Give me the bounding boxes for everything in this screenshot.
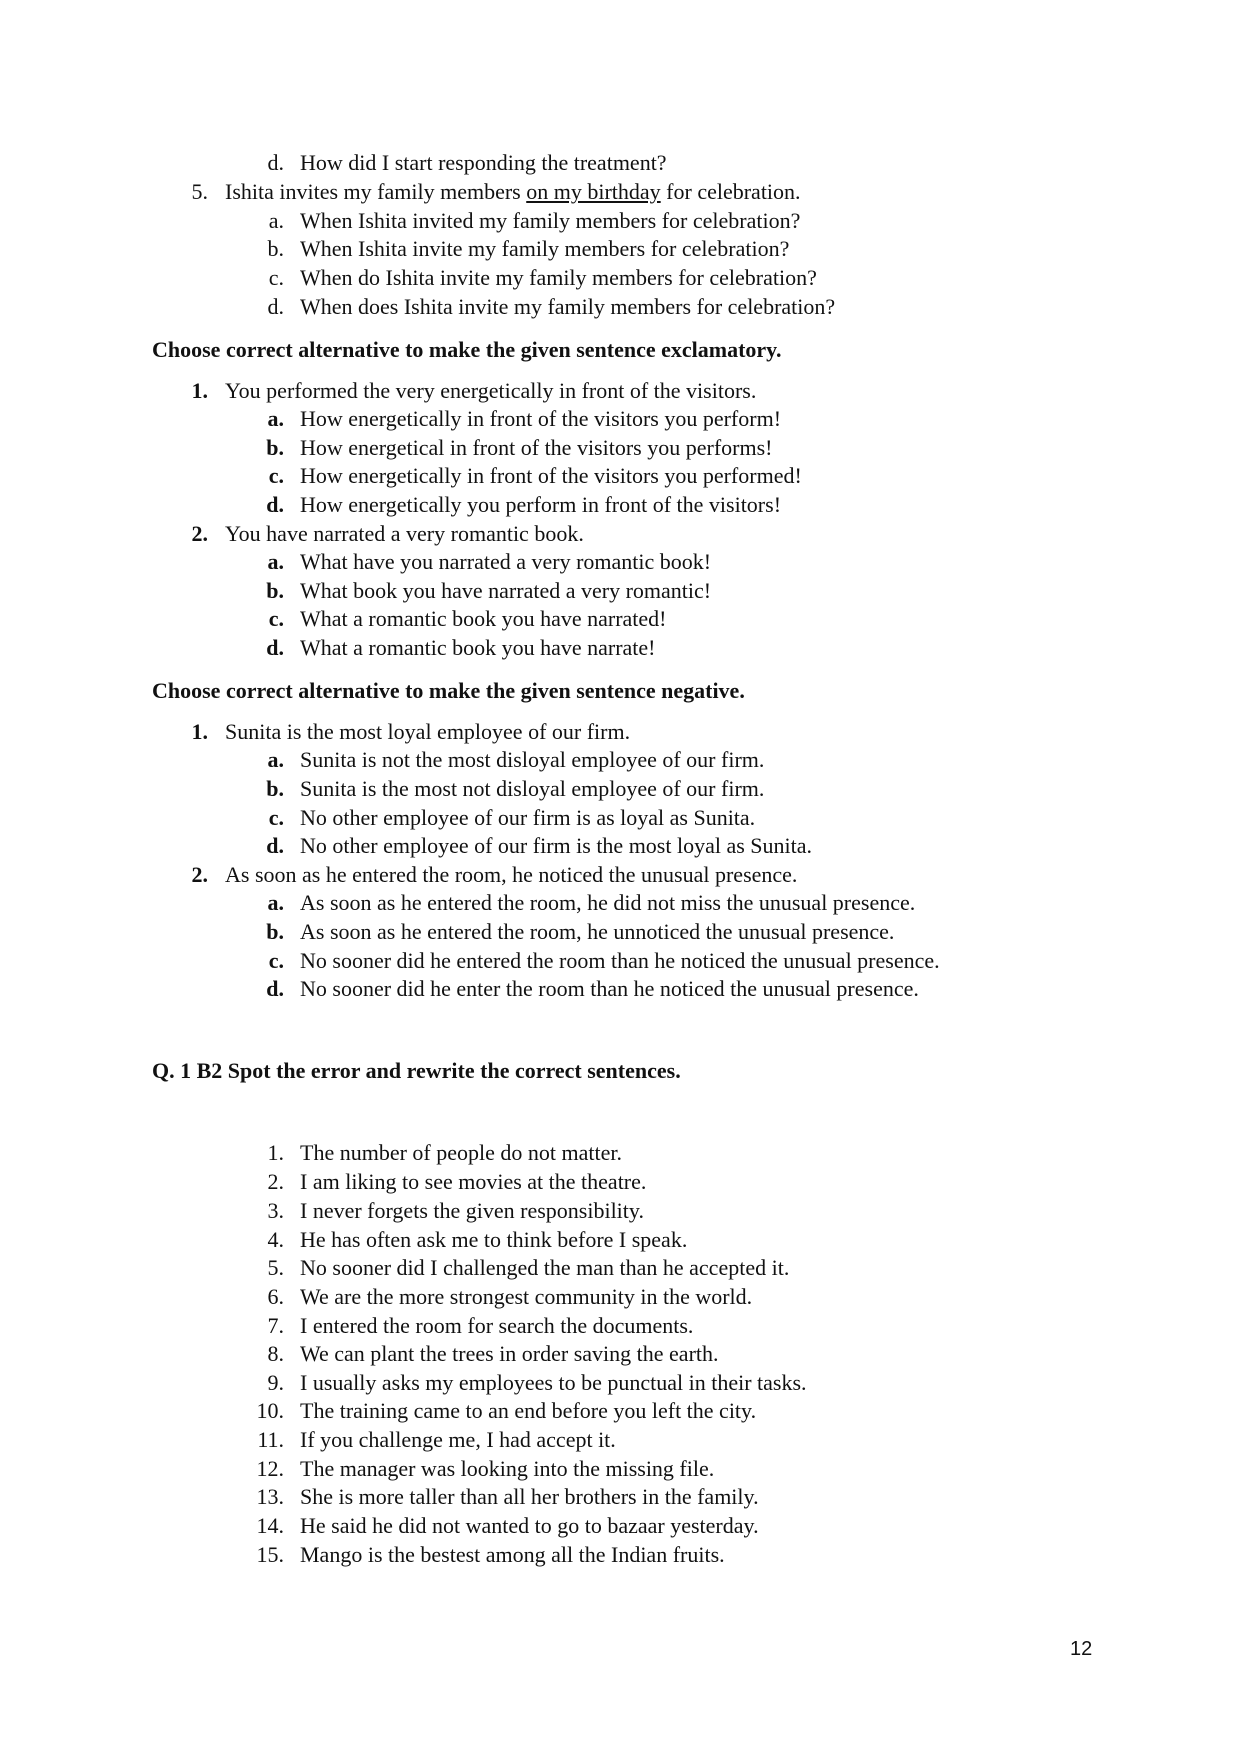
page-number: 12 xyxy=(1070,1638,1093,1660)
item-number: 5. xyxy=(267,1255,284,1280)
option-letter: c. xyxy=(268,463,284,488)
option-text: What have you narrated a very romantic book! xyxy=(300,549,712,574)
option-text: No sooner did he enter the room than he noticed the unusual presence. xyxy=(300,976,919,1001)
item-number: 7. xyxy=(267,1313,284,1338)
option-letter: d. xyxy=(266,833,284,858)
option-text: What book you have narrated a very romantic! xyxy=(300,578,712,603)
option-text: How did I start responding the treatment? xyxy=(300,150,667,175)
item-text: We can plant the trees in order saving the earth. xyxy=(300,1341,719,1366)
question-text xyxy=(225,178,801,206)
option-letter: b. xyxy=(266,578,284,603)
option-text: When does Ishita invite my family members for celebration? xyxy=(300,294,836,319)
question-text-part: for celebration. xyxy=(660,179,801,204)
question-number: 5. xyxy=(191,179,208,204)
item-text: We are the more strongest community in the world. xyxy=(300,1284,753,1309)
item-number: 11. xyxy=(257,1427,284,1452)
option-letter: c. xyxy=(268,805,284,830)
option-letter: d. xyxy=(267,294,284,319)
option-text: How energetically in front of the visitors you perform! xyxy=(300,406,782,431)
item-number: 10. xyxy=(256,1398,284,1423)
option-text: As soon as he entered the room, he did not miss the unusual presence. xyxy=(300,890,916,915)
option-text: How energetically you perform in front of the visitors! xyxy=(300,492,782,517)
option-letter: d. xyxy=(266,635,284,660)
item-number: 2. xyxy=(267,1169,284,1194)
option-letter: c. xyxy=(268,948,284,973)
item-text: I never forgets the given responsibility. xyxy=(300,1198,644,1223)
option-letter: a. xyxy=(267,406,284,431)
item-text: He has often ask me to think before I speak. xyxy=(300,1227,688,1252)
option-letter: c. xyxy=(268,265,284,290)
question-text: As soon as he entered the room, he noticed the unusual presence. xyxy=(225,862,798,887)
question-number: 1. xyxy=(191,378,208,403)
option-text: How energetical in front of the visitors you performs! xyxy=(300,435,773,460)
question-text-part: Ishita invites my family members xyxy=(225,179,527,204)
option-letter: a. xyxy=(267,890,284,915)
item-number: 3. xyxy=(267,1198,284,1223)
question-text: You performed the very energetically in front of the visitors. xyxy=(225,378,757,403)
item-text: I usually asks my employees to be punctual in their tasks. xyxy=(300,1370,807,1395)
section-heading-exclamatory: Choose correct alternative to make the given sentence exclamatory. xyxy=(152,337,782,362)
underlined-phrase: on my birthday xyxy=(526,179,661,204)
option-letter: d. xyxy=(266,492,284,517)
item-text: He said he did not wanted to go to bazaar yesterday. xyxy=(300,1513,759,1538)
item-text: I entered the room for search the documents. xyxy=(300,1313,694,1338)
item-number: 6. xyxy=(267,1284,284,1309)
question-number: 2. xyxy=(191,862,208,887)
item-text: The training came to an end before you left the city. xyxy=(300,1398,757,1423)
option-text: No other employee of our firm is the most loyal as Sunita. xyxy=(300,833,813,858)
option-text: No sooner did he entered the room than he noticed the unusual presence. xyxy=(300,948,940,973)
item-text: The manager was looking into the missing file. xyxy=(300,1456,715,1481)
item-text: She is more taller than all her brothers in the family. xyxy=(300,1484,759,1509)
question-number: 2. xyxy=(191,521,208,546)
option-letter: b. xyxy=(266,919,284,944)
item-text: If you challenge me, I had accept it. xyxy=(300,1427,616,1452)
option-letter: b. xyxy=(266,435,284,460)
item-number: 13. xyxy=(256,1484,284,1509)
option-text: As soon as he entered the room, he unnoticed the unusual presence. xyxy=(300,919,895,944)
item-text: I am liking to see movies at the theatre. xyxy=(300,1169,647,1194)
option-text: When do Ishita invite my family members for celebration? xyxy=(300,265,817,290)
option-text: No other employee of our firm is as loyal as Sunita. xyxy=(300,805,756,830)
option-letter: d. xyxy=(267,150,284,175)
item-text: The number of people do not matter. xyxy=(300,1140,622,1165)
section-heading-negative: Choose correct alternative to make the given sentence negative. xyxy=(152,678,745,703)
option-letter: a. xyxy=(267,747,284,772)
option-letter: b. xyxy=(266,776,284,801)
question-text: Sunita is the most loyal employee of our firm. xyxy=(225,719,631,744)
option-text: Sunita is the most not disloyal employee of our firm. xyxy=(300,776,765,801)
item-number: 8. xyxy=(267,1341,284,1366)
option-letter: a. xyxy=(268,208,284,233)
question-text: You have narrated a very romantic book. xyxy=(225,521,584,546)
option-text: How energetically in front of the visitors you performed! xyxy=(300,463,802,488)
option-letter: c. xyxy=(268,606,284,631)
item-number: 1. xyxy=(267,1140,284,1165)
section-heading-spot-error: Q. 1 B2 Spot the error and rewrite the correct sentences. xyxy=(152,1058,681,1083)
option-text: What a romantic book you have narrate! xyxy=(300,635,656,660)
option-text: What a romantic book you have narrated! xyxy=(300,606,667,631)
option-letter: a. xyxy=(267,549,284,574)
option-letter: d. xyxy=(266,976,284,1001)
item-text: Mango is the bestest among all the Indian fruits. xyxy=(300,1542,725,1567)
option-letter: b. xyxy=(267,236,284,261)
item-number: 15. xyxy=(256,1542,284,1567)
item-number: 14. xyxy=(256,1513,284,1538)
item-text: No sooner did I challenged the man than he accepted it. xyxy=(300,1255,790,1280)
option-text: When Ishita invited my family members for celebration? xyxy=(300,208,801,233)
option-text: When Ishita invite my family members for celebration? xyxy=(300,236,790,261)
question-number: 1. xyxy=(191,719,208,744)
option-text: Sunita is not the most disloyal employee of our firm. xyxy=(300,747,765,772)
item-number: 9. xyxy=(267,1370,284,1395)
item-number: 12. xyxy=(256,1456,284,1481)
item-number: 4. xyxy=(267,1227,284,1252)
